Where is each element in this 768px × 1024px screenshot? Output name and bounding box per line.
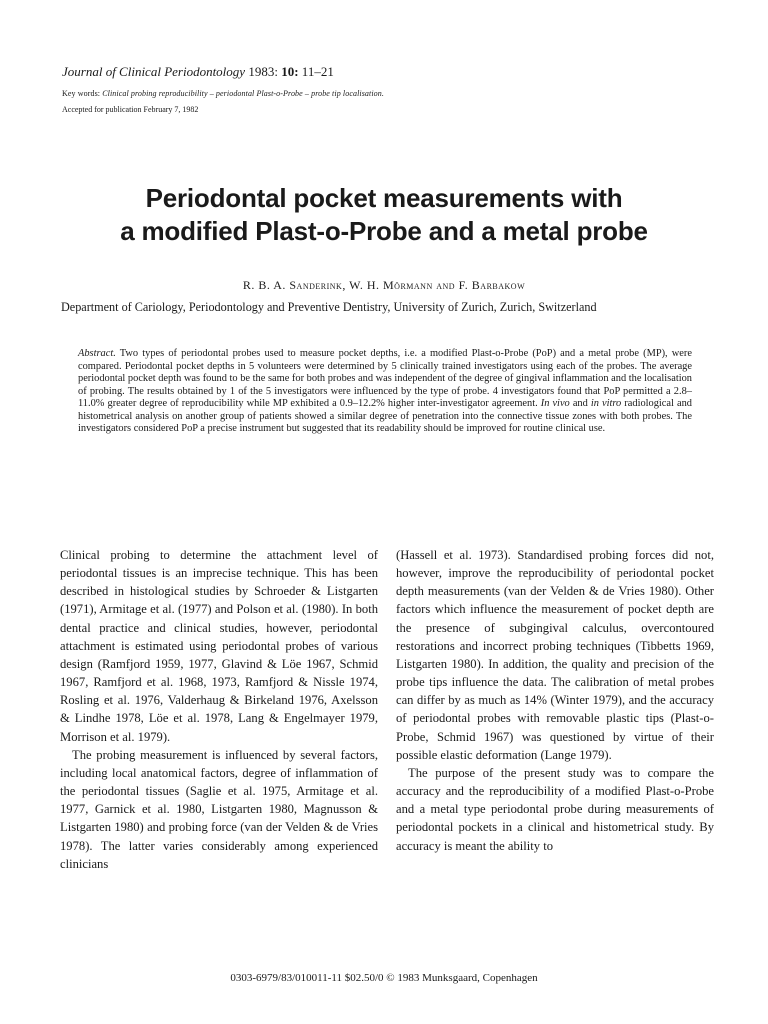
abstract-in-vivo: In vivo bbox=[540, 398, 570, 410]
journal-citation bbox=[62, 64, 334, 80]
body-paragraph: Clinical probing to determine the attachment level of periodontal tissues is an imprecise technique. This has been described in histological studies by Schroeder & Listgarten (1971), Armitage et al. (1977) and Polson et al. (1980). In both dental practice and clinical studies, however, periodontal attachment is estimated using periodontal probes of various design (Ramfjord 1959, 1977, Glavind & Löe 1967, Schmid 1967, Ramfjord et al. 1968, 1973, Ramfjord & Nissle 1974, Rosling et al. 1976, Valderhaug & Birkeland 1976, Axelsson & Lindhe 1978, Löe et al. 1978, Lang & Engelmayer 1979, Morrison et al. 1979). bbox=[60, 548, 378, 744]
journal-year: 1983: bbox=[248, 64, 278, 79]
keywords-text: Clinical probing reproducibility – periodontal Plast-o-Probe – probe tip localisation. bbox=[102, 89, 384, 98]
affiliation: Department of Cariology, Periodontology and Preventive Dentistry, University of Zurich, Zurich, Switzerland bbox=[61, 300, 597, 314]
abstract-and: and bbox=[572, 398, 588, 410]
body-paragraph: (Hassell et al. 1973). Standardised probing forces did not, however, improve the reproducibility of periodontal pocket depth measurements (van der Velden & de Vries 1980). Other factors which influence the measurement of pocket depth are the presence of subgingival calculus, overcontoured restorations and incorrect probing techniques (Tibbetts 1969, Listgarten 1980). In addition, the quality and precision of the probe tips influence the data. The calibration of metal probes can differ by as much as 14% (Winter 1979), and the accuracy of periodontal probes with removable plastic tips (Plast-o-Probe, Schmid 1967) was questioned by virtue of their possible elastic deformation (Lange 1979). bbox=[396, 548, 714, 762]
body-paragraph: The purpose of the present study was to compare the accuracy and the reproducibility of a modified Plast-o-Probe and a metal type periodontal probe during measurements of periodontal pockets in a clinical and histometrical study. By accuracy is meant the ability to bbox=[396, 765, 714, 853]
authors: R. B. A. Sanderink, W. H. Mörmann and F. Barbakow bbox=[242, 278, 526, 292]
journal-pages: 11–21 bbox=[301, 64, 334, 79]
body-paragraph: The probing measurement is influenced by several factors, including local anatomical factors, degree of inflammation of the periodontal tissues (Saglie et al. 1975, Armitage et al. 1977, Garnick et al. 1980, Listgarten 1980, Magnusson & Listgarten 1980) and probing force (van der Velden & de Vries 1978). The latter varies considerably among experienced clinicians bbox=[60, 747, 378, 871]
keywords bbox=[62, 89, 384, 98]
journal-volume: 10: bbox=[281, 64, 299, 79]
abstract-text-1: Two types of periodontal probes used to measure pocket depths, i.e. a modified Plast-o-Probe (PoP) and a metal probe (MP), were compared. Periodontal pocket depths in 5 volunteers were determined by 5 clinically trained investigators using each of the probes. The average periodontal pocket depth was found to be the same for both probes and was independent of the degree of gingival inflammation and the localisation of probing. The results obtained by 1 of the 5 investigators were influenced by the type of probe. 4 investigators found that PoP permitted a 2.8–11.0% greater degree of reproducibility while MP exhibited a 0.9–12.2% higher inter-investigator agreement. bbox=[78, 348, 692, 410]
accepted-date: Accepted for publication February 7, 1982 bbox=[62, 105, 199, 114]
journal-name: Journal of Clinical Periodontology bbox=[62, 64, 246, 79]
abstract bbox=[78, 348, 692, 436]
abstract-text-2: radiological and histometrical analysis on another group of patients showed a similar degree of penetration into the connective tissue zones with both probes. The investigators considered PoP a precise instrument but suggested that its readability should be improved for routine clinical use. bbox=[78, 398, 692, 435]
keywords-label: Key words: bbox=[62, 89, 101, 98]
body-column-right bbox=[396, 546, 714, 855]
article-title-line-2: a modified Plast-o-Probe and a metal probe bbox=[120, 216, 648, 246]
article-title-line-1: Periodontal pocket measurements with bbox=[145, 183, 623, 213]
footer-copyright: 0303-6979/83/010011-11 $02.50/0 © 1983 Munksgaard, Copenhagen bbox=[230, 972, 538, 984]
abstract-in-vitro: in vitro bbox=[590, 398, 622, 410]
abstract-label: Abstract. bbox=[78, 348, 116, 359]
body-column-left bbox=[60, 546, 378, 873]
article-title bbox=[40, 182, 728, 248]
